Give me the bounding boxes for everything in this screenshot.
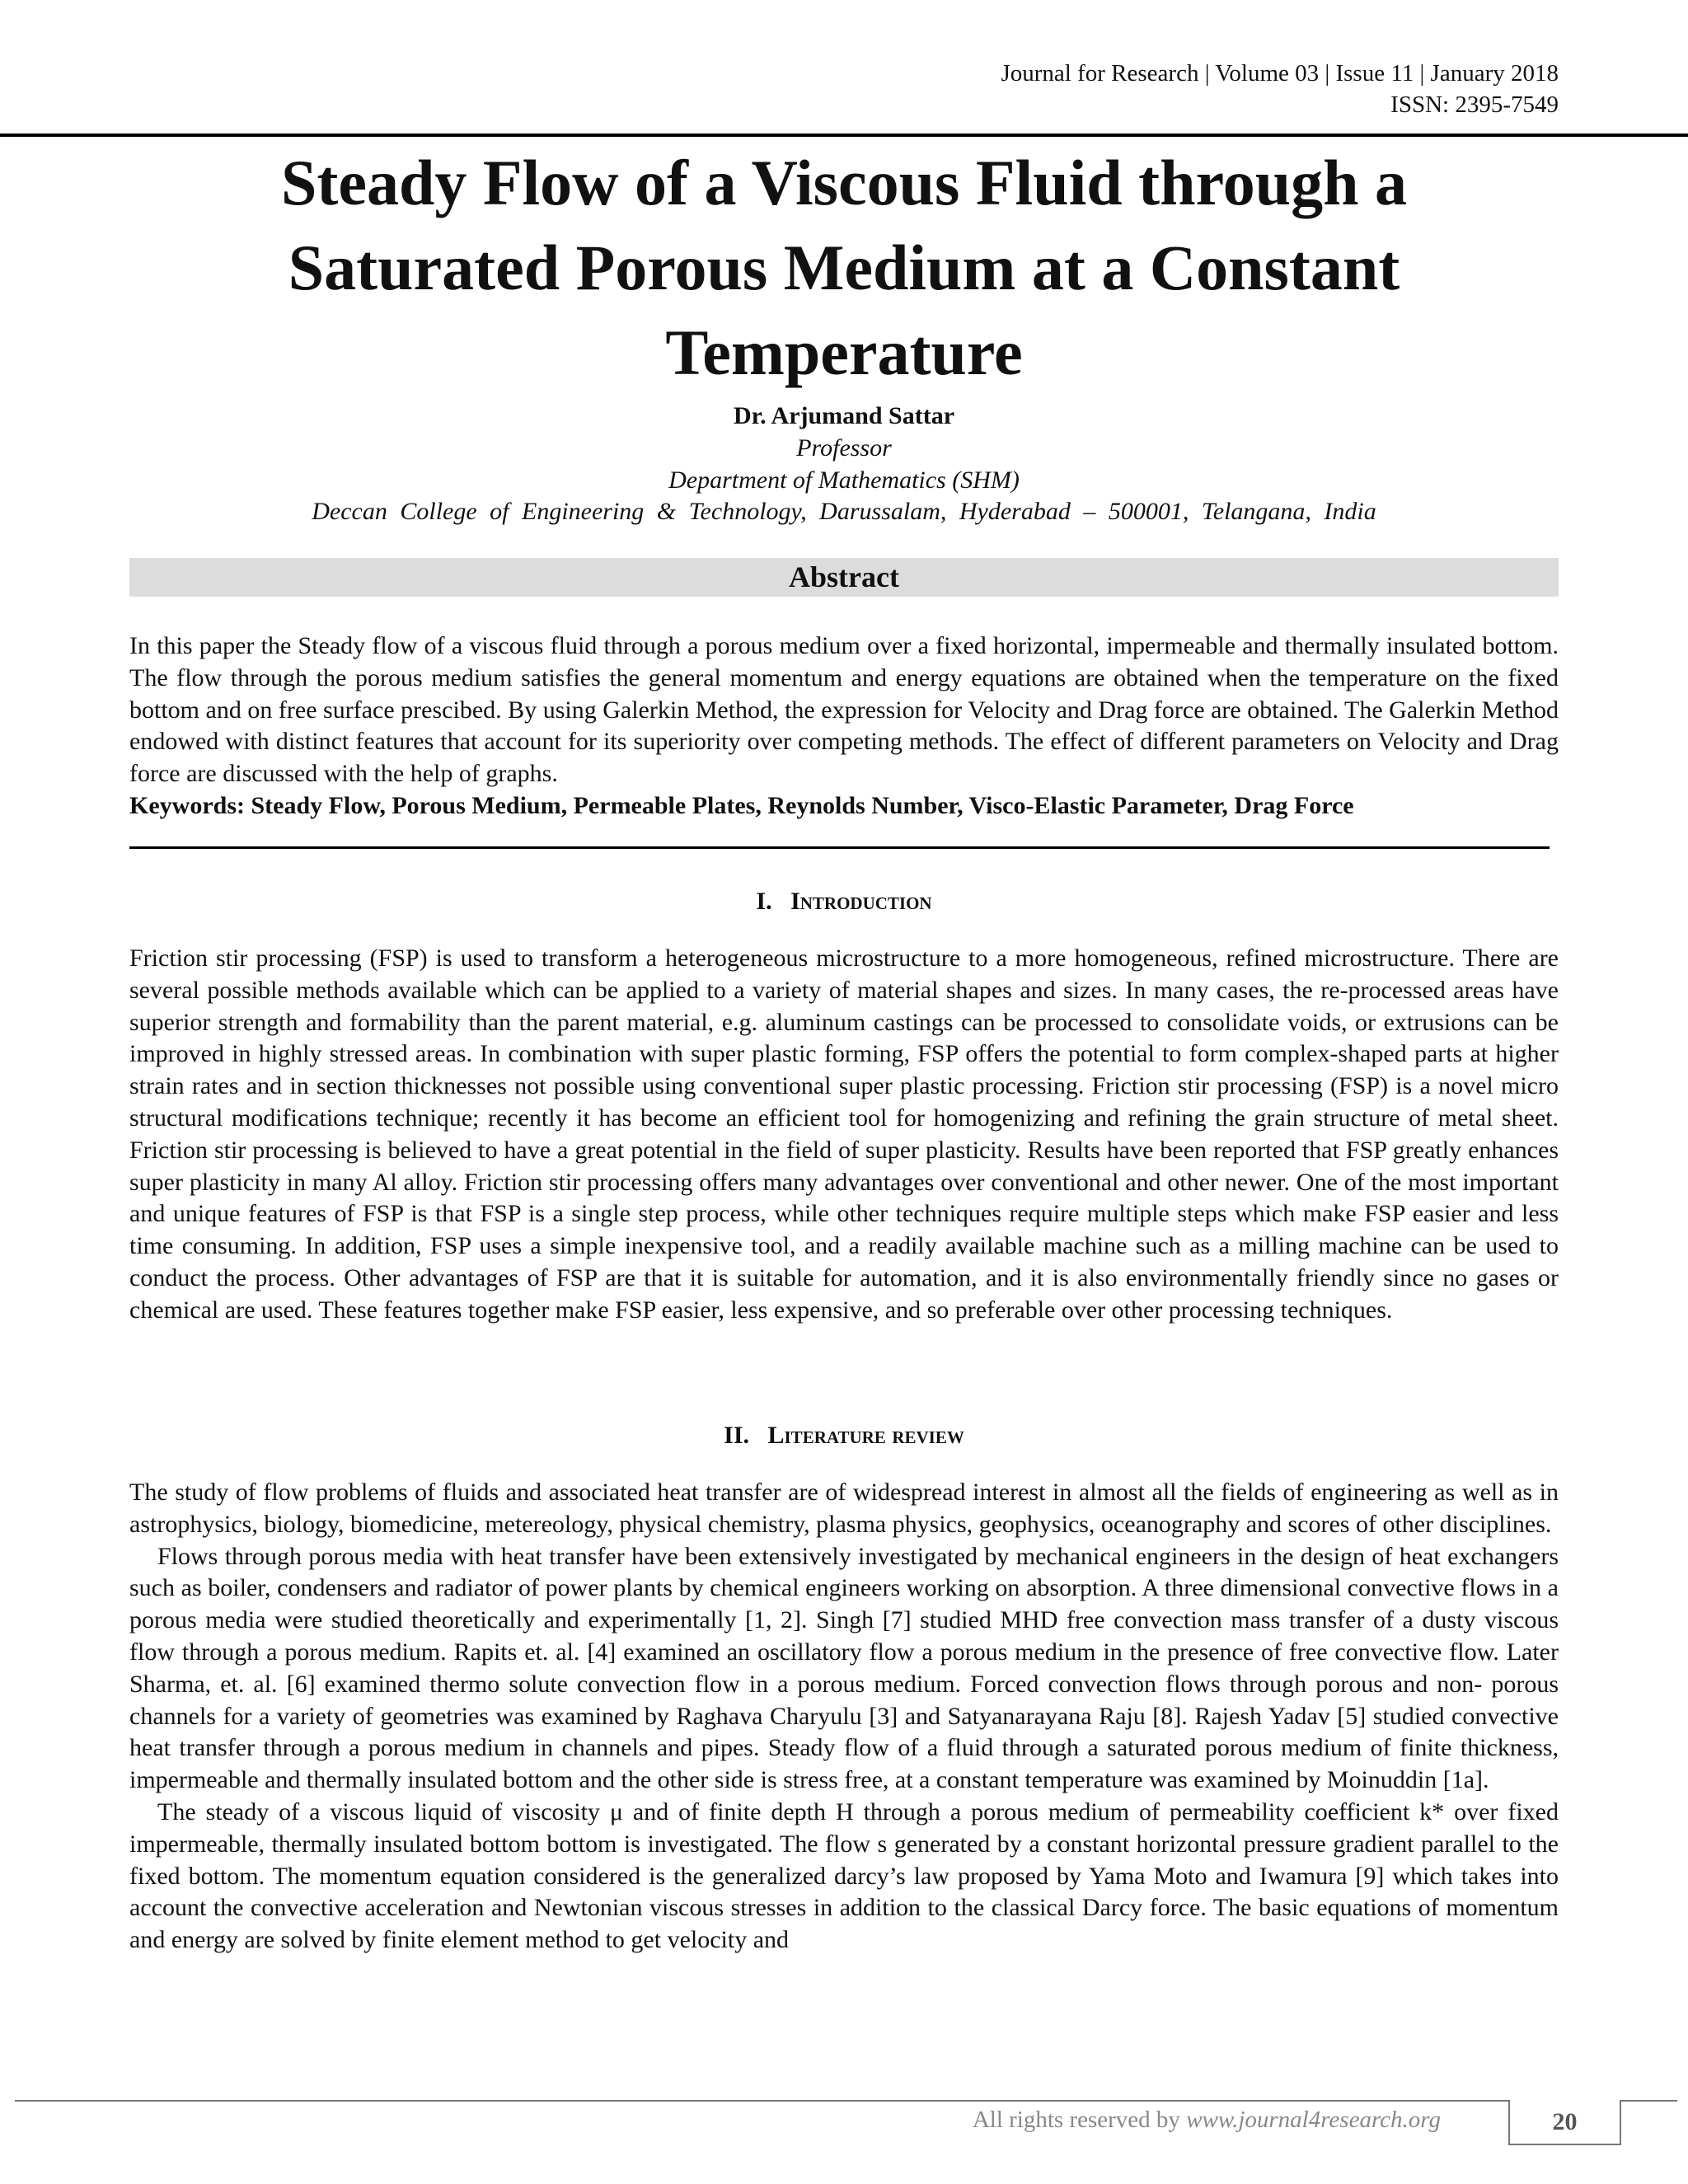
paragraph: Friction stir processing (FSP) is used to transform a heterogeneous microstructure to a more homogeneous, refined microstructure. There are several possible methods available which can be applied to a variety of material shapes and sizes. In many cases, the re-processed areas have superior strength and formability than the parent material, e.g. aluminum castings can be processed to consolidate voids, or extrusions can be improved in highly stressed areas. In combination with super plastic forming, FSP offers the potential to form complex-shaped parts at higher strain rates and in section thicknesses not possible using conventional super plastic processing. Friction stir processing (FSP) is a novel micro structural modifications technique; recently it has become an efficient tool for homogenizing and refining the grain structure of metal sheet. Friction stir processing is believed to have a great potential in the field of super plasticity. Results have been reported that FSP greatly enhances super plasticity in many Al alloy. Friction stir processing offers many advantages over conventional and other newer. One of the most important and unique features of FSP is that FSP is a single step process, while other techniques require multiple steps which make FSP easier and less time consuming. In addition, FSP uses a simple inexpensive tool, and a readily available machine such as a milling machine can be used to conduct the process. Other advantages of FSP are that it is suitable for automation, and it is also environmentally friendly since no gases or chemical are used. These features together make FSP easier, less expensive, and so preferable over other processing techniques.	[129, 944, 1559, 1324]
title-line-2: Saturated Porous Medium at a Constant	[288, 232, 1400, 303]
abstract-block	[129, 630, 1559, 823]
author-position: Professor	[796, 434, 892, 462]
keywords: Keywords: Steady Flow, Porous Medium, Permeable Plates, Reynolds Number, Visco-Elastic Parameter, Drag Force	[129, 791, 1354, 819]
paragraph: The steady of a viscous liquid of viscosity μ and of finite depth H through a porous medium of permeability coefficient k* over fixed impermeable, thermally insulated bottom bottom is investigated. The flow s generated by a constant horizontal pressure gradient parallel to the fixed bottom. The momentum equation considered is the generalized darcy’s law proposed by Yama Moto and Iwamura [9] which takes into account the convective acceleration and Newtonian viscous stresses in addition to the classical Darcy force. The basic equations of momentum and energy are solved by finite element method to get velocity and	[129, 1797, 1559, 1954]
author-department: Department of Mathematics (SHM)	[668, 466, 1020, 494]
footer-rule	[15, 2100, 1508, 2102]
header-rule	[0, 134, 1688, 137]
section-title: Introduction	[790, 888, 932, 915]
page-number: 20	[1508, 2100, 1621, 2145]
journal-url-link[interactable]: www.journal4research.org	[1186, 2107, 1441, 2133]
section-number: I.	[756, 888, 772, 915]
footer-rule-right	[1620, 2100, 1677, 2102]
section-number: II.	[724, 1422, 749, 1449]
title-line-1: Steady Flow of a Viscous Fluid through a	[281, 147, 1407, 218]
section-title: Literature review	[767, 1422, 964, 1449]
paragraph: The study of flow problems of fluids and associated heat transfer are of widespread interest in almost all the fields of engineering as well as in astrophysics, biology, biomedicine, metereology, physical chemistry, plasma physics, geophysics, oceanography and scores of other disciplines.	[129, 1479, 1559, 1538]
title-line-3: Temperature	[665, 316, 1023, 388]
paragraph: Flows through porous media with heat transfer have been extensively investigated by mechanical engineers in the design of heat exchangers such as boiler, condensers and radiator of power plants by chemical engineers working on absorption. A three dimensional convective flows in a porous media were studied theoretically and experimentally [1, 2]. Singh [7] studied MHD free convection mass transfer of a dusty viscous flow through a porous medium. Rapits et. al. [4] examined an oscillatory flow a porous medium in the presence of free convective flow. Later Sharma, et. al. [6] examined thermo solute convection flow in a porous medium. Forced convection flows through porous and non- porous channels for a variety of geometries was examined by Raghava Charyulu [3] and Satyanarayana Raju [8]. Rajesh Yadav [5] studied convective heat transfer through a porous medium in channels and pipes. Steady flow of a fluid through a saturated porous medium of finite thickness, impermeable and thermally insulated bottom and the other side is stress free, at a constant temperature was examined by Moinuddin [1a].	[129, 1542, 1559, 1794]
introduction-body	[129, 943, 1559, 1327]
section-heading-literature-review	[129, 1419, 1559, 1452]
author-name: Dr. Arjumand Sattar	[733, 402, 955, 429]
journal-header-line: Journal for Research | Volume 03 | Issue 11 | January 2018	[1001, 60, 1559, 87]
author-affiliation: Deccan College of Engineering & Technology, Darussalam, Hyderabad – 500001, Telangana, India	[312, 498, 1376, 525]
abstract-text: In this paper the Steady flow of a viscous fluid through a porous medium over a fixed horizontal, impermeable and thermally insulated bottom. The flow through the porous medium satisfies the general momentum and energy equations are obtained when the temperature on the fixed bottom and on free surface prescibed. By using Galerkin Method, the expression for Velocity and Drag force are obtained. The Galerkin Method endowed with distinct features that account for its superiority over competing methods. The effect of different parameters on Velocity and Drag force are discussed with the help of graphs.	[129, 632, 1559, 788]
literature-review-body	[129, 1477, 1559, 1957]
section-heading-introduction	[129, 885, 1559, 918]
paper-title	[165, 140, 1523, 395]
separator-rule	[129, 846, 1550, 849]
footer-rights	[742, 2103, 1441, 2136]
rights-text: All rights reserved by	[972, 2107, 1187, 2133]
issn-line: ISSN: 2395-7549	[1390, 91, 1559, 118]
abstract-heading: Abstract	[129, 558, 1559, 597]
